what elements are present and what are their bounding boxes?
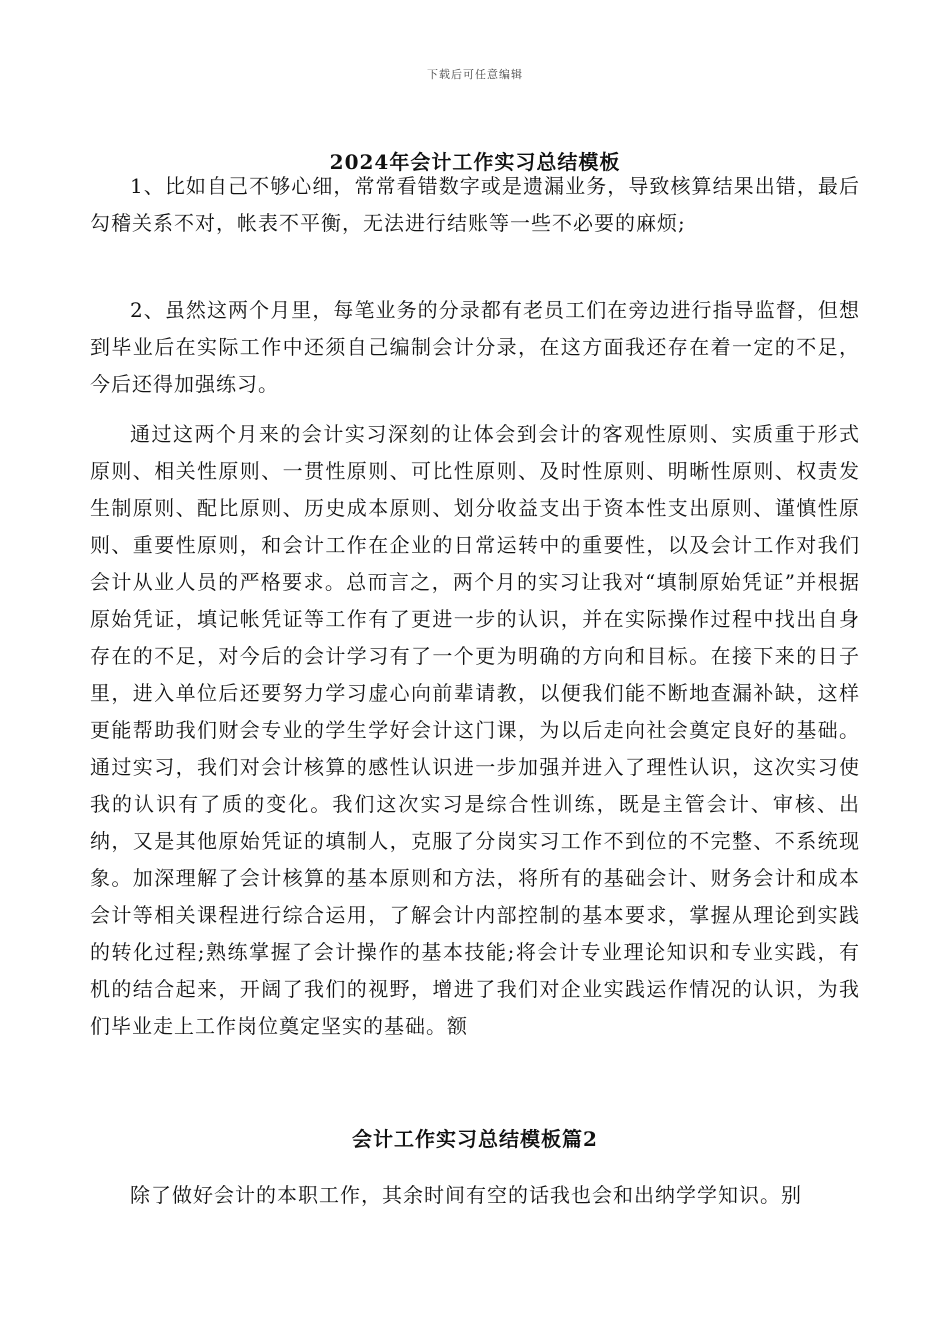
paragraph-1: 1、比如自己不够心细，常常看错数字或是遗漏业务，导致核算结果出错，最后勾稽关系不对，帐表不平衡，无法进行结账等一些不必要的麻烦; bbox=[90, 174, 860, 235]
document-title: 2024年会计工作实习总结模板 bbox=[329, 150, 621, 174]
header-note: 下载后可任意编辑 bbox=[427, 68, 523, 81]
paragraph-3: 通过这两个月来的会计实习深刻的让体会到会计的客观性原则、实质重于形式原则、相关性原则、一贯性原则、可比性原则、及时性原则、明晰性原则、权责发生制原则、配比原则、历史成本原则、划分收益支出于资本性支出原则、谨慎性原则、重要性原则，和会计工作在企业的日常运转中的重要性，以及会计工作对我们会计从业人员的严格要求。总而言之，两个月的实习让我对“填制原始凭证”并根据原始凭证，填记帐凭证等工作有了更进一步的认识，并在实际操作过程中找出自身存在的不足，对今后的会计学习有了一个更为明确的方向和目标。在接下来的日子里，进入单位后还要努力学习虚心向前辈请教，以便我们能不断地查漏补缺，这样更能帮助我们财会专业的学生学好会计这门课，为以后走向社会奠定良好的基础。通过实习，我们对会计核算的感性认识进一步加强并进入了理性认识，这次实习使我的认识有了质的变化。我们这次实习是综合性训练，既是主管会计、审核、出纳，又是其他原始凭证的填制人，克服了分岗实习工作不到位的不完整、不系统现象。加深理解了会计核算的基本原则和方法，将所有的基础会计、财务会计和成本会计等相关课程进行综合运用，了解会计内部控制的基本要求，掌握从理论到实践的转化过程;熟练掌握了会计操作的基本技能;将会计专业理论知识和专业实践，有机的结合起来，开阔了我们的视野，增进了我们对企业实践运作情况的认识，为我们毕业走上工作岗位奠定坚实的基础。额 bbox=[90, 422, 860, 1038]
paragraph-2: 2、虽然这两个月里，每笔业务的分录都有老员工们在旁边进行指导监督，但想到毕业后在实际工作中还须自己编制会计分录，在这方面我还存在着一定的不足，今后还得加强练习。 bbox=[90, 298, 860, 396]
section-subtitle: 会计工作实习总结模板篇2 bbox=[352, 1127, 598, 1151]
paragraph-4: 除了做好会计的本职工作，其余时间有空的话我也会和出纳学学知识。别 bbox=[130, 1183, 802, 1207]
